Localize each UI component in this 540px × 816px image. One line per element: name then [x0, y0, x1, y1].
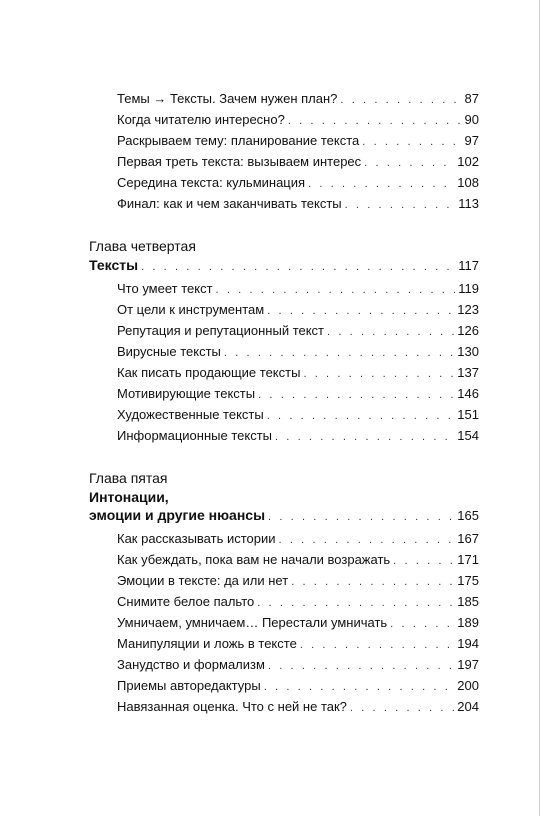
leader-dots [350, 699, 454, 717]
chapter-title: Тексты [89, 257, 139, 273]
chapter-label: Глава четвертая [89, 238, 196, 254]
toc-entry [117, 635, 479, 654]
toc-entry [117, 301, 479, 320]
toc-entry-page: 185 [457, 594, 479, 609]
toc-entry-title: Занудство и формализм [117, 657, 265, 672]
chapter-title-row [89, 256, 479, 276]
toc-entry [117, 656, 479, 675]
toc-entry-title: Что умеет текст [117, 281, 213, 296]
toc-entry [117, 364, 479, 383]
toc-entry-page: 197 [457, 657, 479, 672]
leader-dots [216, 281, 456, 299]
toc-entry-title: Снимите белое пальто [117, 594, 255, 609]
toc-entry-title: Репутация и репутационный текст [117, 323, 325, 338]
toc-entry [117, 593, 479, 612]
toc-entry-title: Первая треть текста: вызываем интерес [117, 154, 362, 169]
toc-entry [117, 427, 479, 446]
toc-entry-title: Манипуляции и ложь в тексте [117, 636, 297, 651]
chapter-title-row [89, 506, 479, 526]
toc-entry-page: 167 [457, 531, 479, 546]
leader-dots [362, 133, 461, 151]
leader-dots [267, 407, 455, 425]
toc-entry [117, 698, 479, 717]
toc-entry [117, 111, 479, 130]
toc-entry [117, 343, 479, 362]
toc-entry-page: 200 [457, 678, 479, 693]
toc-entry [117, 385, 479, 404]
leader-dots [303, 365, 454, 383]
toc-entry-page: 102 [457, 154, 479, 169]
chapter-label: Глава пятая [89, 470, 168, 486]
toc-entry-title: Как рассказывать истории [117, 531, 276, 546]
toc-entry-title: Художественные тексты [117, 407, 264, 422]
toc-entry [117, 90, 479, 109]
toc-entry [117, 551, 479, 570]
leader-dots [308, 175, 454, 193]
toc-entry-page: 171 [457, 552, 479, 567]
toc-entry-page: 123 [457, 302, 479, 317]
toc-entry-page: 126 [457, 323, 479, 338]
leader-dots [267, 302, 454, 320]
toc-entry-page: 175 [457, 573, 479, 588]
toc-entry-page: 154 [457, 428, 479, 443]
toc-entry-title: Информационные тексты [117, 428, 272, 443]
chapter-title-line1: Интонации, [89, 489, 169, 505]
leader-dots [279, 531, 455, 549]
leader-dots [268, 508, 454, 526]
toc-entry-page: 146 [457, 386, 479, 401]
toc-entry-title: Как убеждать, пока вам не начали возражать [117, 552, 391, 567]
toc-entry [117, 530, 479, 549]
toc-entry-title: Приемы авторедактуры [117, 678, 261, 693]
toc-entry-title: Раскрываем тему: планирование текста [117, 133, 360, 148]
leader-dots [340, 91, 461, 109]
leader-dots [141, 258, 455, 276]
toc-entry-page: 113 [458, 196, 479, 211]
toc-entry-title: Умничаем, умничаем… Перестали умничать [117, 615, 388, 630]
leader-dots [258, 386, 454, 404]
toc-entry-title: Навязанная оценка. Что с ней не так? [117, 699, 347, 714]
toc-entry [117, 677, 479, 696]
leader-dots [345, 196, 456, 214]
toc-entry-page: 151 [457, 407, 479, 422]
toc-entry-page: 108 [457, 175, 479, 190]
leader-dots [275, 428, 454, 446]
leader-dots [291, 573, 454, 591]
toc-entry-page: 90 [464, 112, 479, 127]
toc-entry [117, 153, 479, 172]
leader-dots [257, 594, 454, 612]
leader-dots [288, 112, 462, 130]
toc-entry [117, 174, 479, 193]
chapter-page: 165 [457, 508, 479, 523]
toc-entry-page: 130 [457, 344, 479, 359]
toc-entry [117, 280, 479, 299]
toc-entry-title: Когда читателю интересно? [117, 112, 285, 127]
toc-entry [117, 572, 479, 591]
toc-entry-page: 87 [464, 91, 479, 106]
toc-entry-title: Финал: как и чем заканчивать тексты [117, 196, 342, 211]
toc-entry-title: Середина текста: кульминация [117, 175, 306, 190]
leader-dots [364, 154, 454, 172]
chapter-title: эмоции и другие нюансы [89, 507, 266, 523]
toc-entry-title: Мотивирующие тексты [117, 386, 256, 401]
leader-dots [393, 552, 454, 570]
chapter-page: 117 [458, 258, 479, 273]
toc-entry-page: 194 [457, 636, 479, 651]
toc-entry-page: 204 [457, 699, 479, 714]
toc-entry [117, 322, 479, 341]
toc-entry-page: 189 [457, 615, 479, 630]
leader-dots [224, 344, 454, 362]
toc-entry [117, 195, 479, 214]
leader-dots [300, 636, 454, 654]
toc-entry-page: 119 [458, 281, 479, 296]
toc-entry-page: 137 [457, 365, 479, 380]
toc-entry [117, 406, 479, 425]
leader-dots [268, 657, 454, 675]
leader-dots [264, 678, 455, 696]
toc-entry-page: 97 [464, 133, 479, 148]
toc-entry-title: Темы → Тексты. Зачем нужен план? [117, 91, 338, 106]
toc-entry-title: Как писать продающие тексты [117, 365, 301, 380]
toc-entry [117, 132, 479, 151]
leader-dots [390, 615, 454, 633]
toc-entry-title: Эмоции в тексте: да или нет [117, 573, 289, 588]
toc-entry-title: От цели к инструментам [117, 302, 265, 317]
toc-entry [117, 614, 479, 633]
leader-dots [327, 323, 454, 341]
toc-entry-title: Вирусные тексты [117, 344, 221, 359]
